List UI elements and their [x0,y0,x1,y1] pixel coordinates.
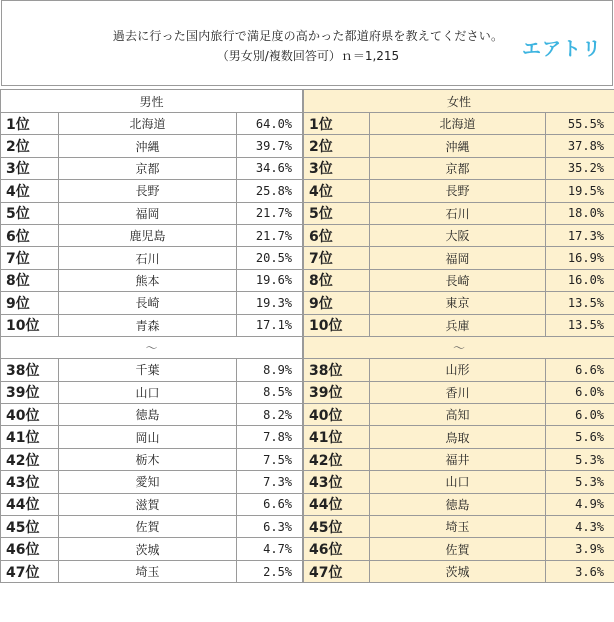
rank-cell: 4位 [304,180,370,202]
male-header-row [1,90,303,113]
table-row [304,247,614,269]
prefecture-cell: 徳島 [59,404,237,426]
rank-cell: 44位 [304,493,370,515]
rank-cell: 9位 [1,292,59,314]
table-row [1,404,303,426]
percent-cell: 7.8% [237,426,303,448]
prefecture-cell: 佐賀 [370,538,546,560]
table-row [304,516,614,538]
rank-cell: 5位 [1,202,59,224]
rank-cell: 38位 [1,359,59,381]
table-row [1,560,303,582]
rank-cell: 45位 [1,516,59,538]
rank-cell: 43位 [1,471,59,493]
prefecture-cell: 茨城 [59,538,237,560]
percent-cell: 18.0% [546,202,614,224]
prefecture-cell: 兵庫 [370,314,546,336]
percent-cell: 5.6% [546,426,614,448]
percent-cell: 34.6% [237,157,303,179]
percent-cell: 2.5% [237,560,303,582]
rank-cell: 43位 [304,471,370,493]
prefecture-cell: 福岡 [370,247,546,269]
percent-cell: 7.5% [237,448,303,470]
percent-cell: 3.9% [546,538,614,560]
table-row [304,269,614,291]
table-row [304,314,614,336]
percent-cell: 17.3% [546,224,614,246]
percent-cell: 13.5% [546,292,614,314]
prefecture-cell: 佐賀 [59,516,237,538]
table-row [1,113,303,135]
table-row [304,180,614,202]
percent-cell: 5.3% [546,471,614,493]
percent-cell: 17.1% [237,314,303,336]
table-row [304,157,614,179]
rank-cell: 39位 [304,381,370,403]
rank-cell: 9位 [304,292,370,314]
table-row [1,471,303,493]
rank-cell: 3位 [1,157,59,179]
prefecture-cell: 鹿児島 [59,224,237,246]
prefecture-cell: 長野 [370,180,546,202]
male-gap-row [1,336,303,358]
table-row [1,448,303,470]
rank-cell: 8位 [304,269,370,291]
table-row [1,247,303,269]
table-row [1,538,303,560]
rank-cell: 1位 [304,113,370,135]
ranking-tables [0,86,614,622]
percent-cell: 13.5% [546,314,614,336]
prefecture-cell: 滋賀 [59,493,237,515]
table-row [1,359,303,381]
table-row [1,426,303,448]
percent-cell: 4.3% [546,516,614,538]
table-row [304,560,614,582]
prefecture-cell: 熊本 [59,269,237,291]
percent-cell: 8.9% [237,359,303,381]
prefecture-cell: 鳥取 [370,426,546,448]
rank-cell: 7位 [1,247,59,269]
percent-cell: 19.3% [237,292,303,314]
rank-cell: 40位 [1,404,59,426]
rank-cell: 39位 [1,381,59,403]
prefecture-cell: 徳島 [370,493,546,515]
rank-cell: 10位 [304,314,370,336]
rank-cell: 46位 [1,538,59,560]
table-row [304,448,614,470]
prefecture-cell: 香川 [370,381,546,403]
survey-subtitle: （男女別/複数回答可）ｎ＝1,215 [216,49,400,63]
rank-cell: 2位 [304,135,370,157]
table-row [304,135,614,157]
rank-cell: 3位 [304,157,370,179]
percent-cell: 4.7% [237,538,303,560]
prefecture-cell: 東京 [370,292,546,314]
female-ranking-table [303,89,614,583]
rank-cell: 41位 [304,426,370,448]
prefecture-cell: 沖縄 [59,135,237,157]
percent-cell: 6.3% [237,516,303,538]
rank-cell: 44位 [1,493,59,515]
percent-cell: 55.5% [546,113,614,135]
table-row [304,359,614,381]
prefecture-cell: 山口 [59,381,237,403]
rank-cell: 45位 [304,516,370,538]
percent-cell: 19.5% [546,180,614,202]
table-row [1,157,303,179]
percent-cell: 25.8% [237,180,303,202]
rank-cell: 2位 [1,135,59,157]
table-row [304,493,614,515]
prefecture-cell: 沖縄 [370,135,546,157]
prefecture-cell: 茨城 [370,560,546,582]
gap-mark: ～ [304,336,614,358]
percent-cell: 20.5% [237,247,303,269]
rank-cell: 6位 [1,224,59,246]
percent-cell: 8.5% [237,381,303,403]
table-row [304,292,614,314]
percent-cell: 19.6% [237,269,303,291]
table-row [304,538,614,560]
percent-cell: 3.6% [546,560,614,582]
prefecture-cell: 千葉 [59,359,237,381]
rank-cell: 5位 [304,202,370,224]
rank-cell: 47位 [1,560,59,582]
table-row [1,493,303,515]
percent-cell: 16.0% [546,269,614,291]
percent-cell: 64.0% [237,113,303,135]
percent-cell: 5.3% [546,448,614,470]
percent-cell: 21.7% [237,224,303,246]
prefecture-cell: 青森 [59,314,237,336]
table-row [1,180,303,202]
prefecture-cell: 大阪 [370,224,546,246]
table-row [1,224,303,246]
prefecture-cell: 山口 [370,471,546,493]
prefecture-cell: 長崎 [59,292,237,314]
percent-cell: 8.2% [237,404,303,426]
male-column-label: 男性 [1,90,303,113]
prefecture-cell: 埼玉 [59,560,237,582]
female-gap-row [304,336,614,358]
percent-cell: 7.3% [237,471,303,493]
rank-cell: 1位 [1,113,59,135]
female-header-row [304,90,614,113]
survey-header [1,0,613,86]
percent-cell: 16.9% [546,247,614,269]
prefecture-cell: 高知 [370,404,546,426]
table-row [1,516,303,538]
prefecture-cell: 愛知 [59,471,237,493]
rank-cell: 40位 [304,404,370,426]
prefecture-cell: 埼玉 [370,516,546,538]
percent-cell: 6.0% [546,381,614,403]
rank-cell: 38位 [304,359,370,381]
table-row [1,269,303,291]
prefecture-cell: 栃木 [59,448,237,470]
table-row [1,381,303,403]
prefecture-cell: 北海道 [370,113,546,135]
percent-cell: 37.8% [546,135,614,157]
rank-cell: 4位 [1,180,59,202]
prefecture-cell: 京都 [370,157,546,179]
percent-cell: 6.0% [546,404,614,426]
rank-cell: 46位 [304,538,370,560]
brand-logo: エアトリ [522,38,603,60]
percent-cell: 4.9% [546,493,614,515]
male-ranking-table [0,89,303,583]
survey-question: 過去に行った国内旅行で満足度の高かった都道府県を教えてください。 [112,29,504,43]
table-row [304,224,614,246]
table-row [304,404,614,426]
percent-cell: 21.7% [237,202,303,224]
prefecture-cell: 長崎 [370,269,546,291]
rank-cell: 6位 [304,224,370,246]
rank-cell: 41位 [1,426,59,448]
percent-cell: 6.6% [237,493,303,515]
prefecture-cell: 山形 [370,359,546,381]
table-row [1,202,303,224]
gap-mark: ～ [1,336,303,358]
table-row [1,292,303,314]
prefecture-cell: 石川 [370,202,546,224]
prefecture-cell: 福井 [370,448,546,470]
rank-cell: 42位 [1,448,59,470]
rank-cell: 8位 [1,269,59,291]
prefecture-cell: 福岡 [59,202,237,224]
table-row [304,426,614,448]
rank-cell: 47位 [304,560,370,582]
rank-cell: 10位 [1,314,59,336]
prefecture-cell: 北海道 [59,113,237,135]
prefecture-cell: 石川 [59,247,237,269]
table-row [1,135,303,157]
rank-cell: 7位 [304,247,370,269]
table-row [304,381,614,403]
prefecture-cell: 岡山 [59,426,237,448]
prefecture-cell: 長野 [59,180,237,202]
female-column-label: 女性 [304,90,614,113]
table-row [304,202,614,224]
percent-cell: 35.2% [546,157,614,179]
table-row [304,113,614,135]
table-row [304,471,614,493]
rank-cell: 42位 [304,448,370,470]
table-row [1,314,303,336]
percent-cell: 6.6% [546,359,614,381]
percent-cell: 39.7% [237,135,303,157]
prefecture-cell: 京都 [59,157,237,179]
